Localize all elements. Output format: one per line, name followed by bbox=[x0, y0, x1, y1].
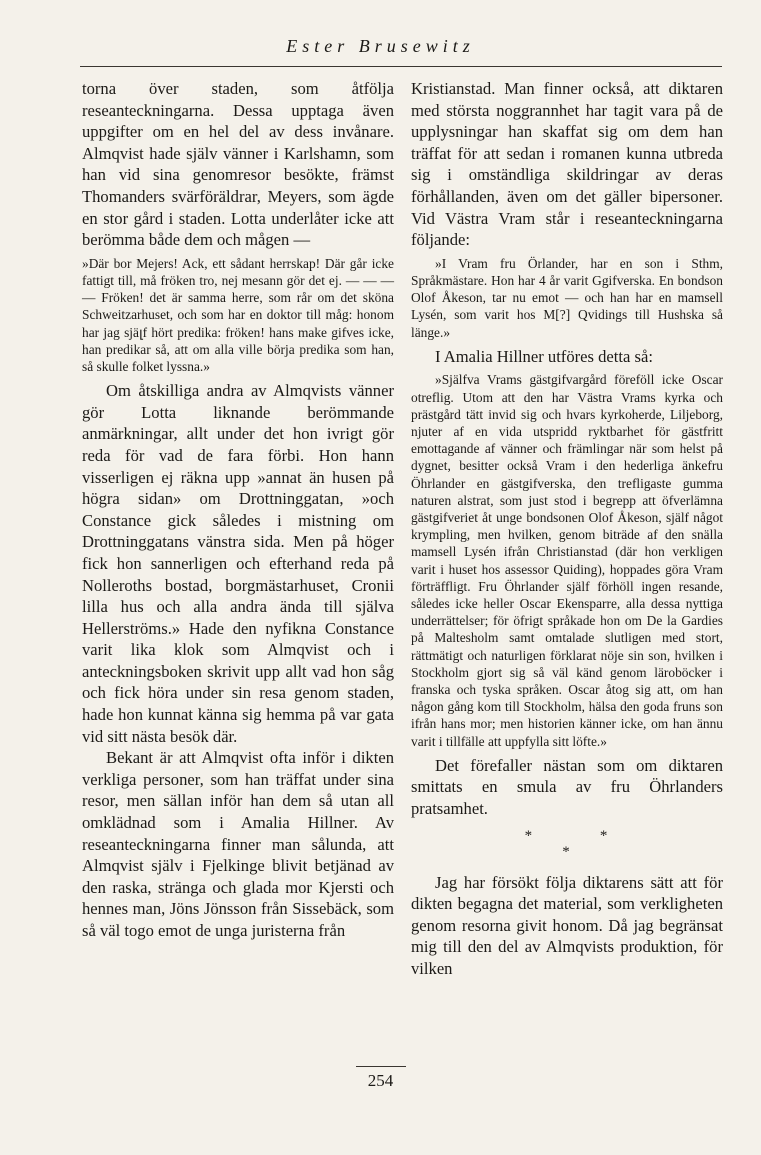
page-number: 254 bbox=[367, 1071, 394, 1090]
left-column bbox=[82, 78, 394, 942]
section-divider bbox=[411, 828, 723, 860]
right-quote-2: »Själfva Vrams gästgifvargård föreföll icke Oscar otreflig. Utom att den har Västra Vrams kyrka och prästgård tätt invid sig och hvars kyrkoherde, Liljeborg, njuter af en vida utspridd ryktbarhet för gästfritt emottagande af vänner och främlingar när som helst på dygnet, besitter också Vram i den hederliga änkefru Öhrlander en gästgifverska, den trefligaste gumma naturen alstrat, som just stod i begrepp att öfverlämna gästgifveriet åt unge bondsonen Olof Åkeson, själf något krympling, men hvilken, genom biträde af den snälla mamsell Lysén ifrån Christianstad (där hon verkligen varit i huset hos assessor Quiding), hoppades göra Vram förträffligt. Fru Öhrlander själf förhöll ingen resande, således icke heller Oscar Ekensparre, alla dessa nyttiga underrättelser; för öfrigt språkade hon om De la Gardies på Maltesholm samt omtalade slutligen med stort, rättmätigt och naturligen förklarat nöje sin son, hvilken i Stockholm gjort sig så väl känd genom läroböcker i franska och tyska språken. Oscar åtog sig att, om han någon gång kom till Stockholm, hälsa den goda fruns son ifrån hans mor; men historien känner icke, om han ännu varit i tillfälle att uppfylla sitt löfte.» bbox=[411, 372, 723, 749]
right-column bbox=[411, 78, 723, 980]
left-paragraph-2: Om åtskilliga andra av Almqvists vänner gör Lotta liknande berömmande anmärkningar, allt under det hon ivrigt gör reda för vad de fara förbi. Hon hann visserligen ej räkna upp »annat än husen på högra sidan» om Drottninggatan, »och Constance gick således i mistning om Drottninggatans vänstra sida. Men på höger fick hon sannerligen och efterhand reda på Nolleroths bostad, borgmästarhuset, Cronii lilla hus och alla andra ända till själva Hellerströms.» Hade den nyfikna Constance varit lika klok som Almqvist och i anteckningsboken skrivit upp allt vad hon såg och fick höra under sin resa genom staden, hade hon kunnat känna sig hemma på var gata vid sitt nästa besök där. bbox=[82, 381, 394, 746]
left-paragraph-1: torna över staden, som åtfölja reseanteckningarna. Dessa upptaga även uppgifter om en hel del av dess invånare. Almqvist hade själv vänner i Karlshamn, som han vid sina genomresor besökte, främst Thomanders svärföräldrar, Meyers, som ägde en stor gård i staden. Lotta underlåter icke att berömma både dem och mågen — bbox=[82, 79, 394, 250]
left-paragraph-3: Bekant är att Almqvist ofta inför i dikten verkliga personer, som han träffat under sina resor, men sällan inför han dem så utan all omklädnad som i Amalia Hillner. Av reseanteckningarna finner man sålunda, att Almqvist själv i Fjelkinge blivit betjänad av den raska, stränga och glada mor Kjersti och hennes man, Jöns Jönsson från Sissebäck, som så väl togo emot de unga juristerna från bbox=[82, 748, 394, 941]
right-paragraph-1: Kristianstad. Man finner också, att diktaren med största noggrannhet har tagit vara på de upplysningar han skaffat sig om dem han träffat för att sedan i romanen kunna utbreda sig i omständliga skildringar av deras förhållanden, även om det gäller bipersoner. Vid Västra Vram står i reseanteckningarna följande: bbox=[411, 79, 723, 250]
right-quote-1: »I Vram fru Örlander, har en son i Sthm, Språkmästare. Hon har 4 år varit Ggifverska. En bondson Olof Åkeson, tar nu emot — och han har en mamsell Lysén, som varit hos M[?] Qvidings till Hushska så länge.» bbox=[411, 255, 723, 340]
folio-rule bbox=[356, 1066, 406, 1067]
header-rule bbox=[80, 66, 722, 67]
running-header: Ester Brusewitz bbox=[286, 36, 475, 56]
right-paragraph-3: Det förefaller nästan som om diktaren smittats en smula av fru Öhrlanders pratsamhet. bbox=[411, 755, 723, 819]
divider-stars-bottom: * bbox=[562, 843, 572, 860]
divider-stars-top: * * bbox=[524, 827, 610, 844]
right-paragraph-2: I Amalia Hillner utföres detta så: bbox=[435, 346, 653, 366]
left-quote-1: »Där bor Mejers! Ack, ett sådant herrskap! Där går icke fattigt till, må fröken tro, nej mesann gör det ej. — — — — Fröken! det är samma herre, som rår om det sköna Schweitzarhuset, och som har en doktor till måg: honom har jag sjäլf hört predika: fröken! hans make gifves icke, han predikar så, att om alla ville börja predika som han, så skulle folket lyssna.» bbox=[82, 255, 394, 374]
right-paragraph-4: Jag har försökt följa diktarens sätt att för dikten begagna det material, som verkligheten genom resorna givit honom. Då jag begränsat mig till den del av Almqvists produktion, för vilken bbox=[411, 872, 723, 978]
